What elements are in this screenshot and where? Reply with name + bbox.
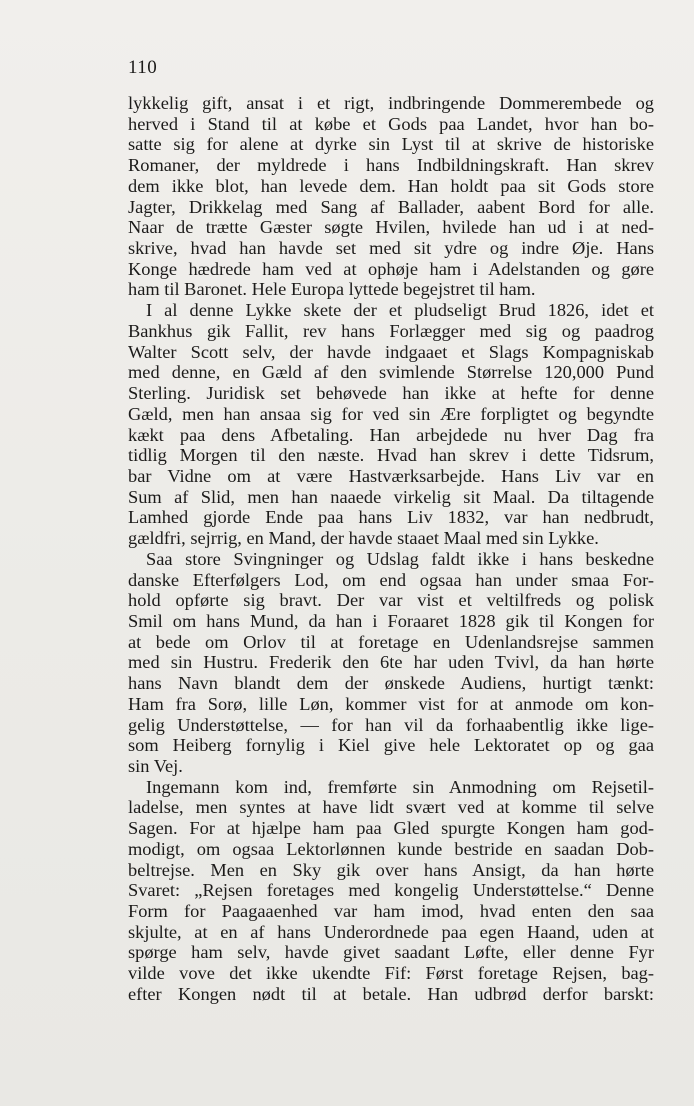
text-line: med sin Hustru. Frederik den 6te har uden Tvivl, da han hørte [128,652,654,673]
text-line: Lamhed gjorde Ende paa hans Liv 1832, var han nedbrudt, [128,507,654,528]
text-line: Ingemann kom ind, fremførte sin Anmodning om Rejsetil- [146,776,654,797]
text-line: Romaner, der myldrede i hans Indbildningskraft. Han skrev [128,155,654,176]
text-line: at bede om Orlov til at foretage en Udenlandsrejse sammen [128,631,654,652]
page-number: 110 [128,57,158,78]
text-line: Ham fra Sorø, lille Løn, kommer vist for at anmode om kon- [128,693,654,714]
text-line: dem ikke blot, han levede dem. Han holdt paa sit Gods store [128,175,654,196]
text-line: Naar de trætte Gæster søgte Hvilen, hvilede han ud i at ned- [128,217,654,238]
text-line: Form for Paagaaenhed var ham imod, hvad enten den saa [128,901,654,922]
text-line: satte sig for alene at dyrke sin Lyst til at skrive de historiske [128,134,654,155]
text-line: bar Vidne om at være Hastværksarbejde. Hans Liv var en [128,465,654,486]
text-line: vilde vove det ikke ukendte Fif: Først foretage Rejsen, bag- [128,963,654,984]
text-line: Sterling. Juridisk set behøvede han ikke at hefte for denne [128,383,654,404]
text-line: hold opførte sig bravt. Der var vist et veltilfreds og polisk [128,590,654,611]
text-line: Saa store Svingninger og Udslag faldt ikke i hans beskedne [146,548,654,569]
text-line: sin Vej. [128,756,183,776]
text-line: ham til Baronet. Hele Europa lyttede begejstret til ham. [128,279,536,300]
text-line: danske Efterfølgers Lod, om end ogsaa han under smaa For- [128,569,654,590]
text-line: herved i Stand til at købe et Gods paa Landet, hvor han bo- [128,113,654,134]
text-line: Sagen. For at hjælpe ham paa Gled spurgte Kongen ham god- [128,818,654,839]
text-line: efter Kongen nødt til at betale. Han udbrød derfor barskt: [128,983,654,1004]
text-line: Walter Scott selv, der havde indgaaet et Slags Kompagniskab [128,341,654,362]
text-line: Sum af Slid, men han naaede virkelig sit Maal. Da tiltagende [128,486,654,507]
text-line: spørge ham selv, havde givet saadant Løfte, eller denne Fyr [128,942,654,963]
text-line: med denne, en Gæld af den svimlende Størrelse 120,000 Pund [128,362,654,383]
body-text [128,93,654,1005]
text-line: beltrejse. Men en Sky gik over hans Ansigt, da han hørte [128,859,654,880]
text-line: gældfri, sejrrig, en Mand, der havde staaet Maal med sin Lykke. [128,528,599,549]
text-line: I al denne Lykke skete der et pludseligt Brud 1826, idet et [146,300,654,321]
text-line: tidlig Morgen til den næste. Hvad han skrev i dette Tidsrum, [128,445,654,466]
text-line: kækt paa dens Afbetaling. Han arbejdede nu hver Dag fra [128,424,654,445]
text-line: skjulte, at en af hans Underordnede paa egen Haand, uden at [128,921,654,942]
text-line: Jagter, Drikkelag med Sang af Ballader, aabent Bord for alle. [128,196,654,217]
text-line: lykkelig gift, ansat i et rigt, indbringende Dommerembede og [128,93,654,113]
text-line: modigt, om ogsaa Lektorlønnen kunde bestride en saadan Dob- [128,838,654,859]
text-line: som Heiberg fornylig i Kiel give hele Lektoratet op og gaa [128,735,654,756]
text-line: Svaret: „Rejsen foretages med kongelig Understøttelse.“ Denne [128,880,654,901]
text-line: skrive, hvad han havde set med sit ydre og indre Øje. Hans [128,238,654,259]
text-line: Gæld, men han ansaa sig for ved sin Ære forpligtet og begyndte [128,403,654,424]
text-line: Smil om hans Mund, da han i Foraaret 1828 gik til Kongen for [128,610,654,631]
text-line: hans Navn blandt dem der ønskede Audiens, hurtigt tænkt: [128,673,654,694]
text-line: gelig Understøttelse, — for han vil da forhaabentlig ikke lige- [128,714,654,735]
text-line: Bankhus gik Fallit, rev hans Forlægger med sig og paadrog [128,320,654,341]
text-line: Konge hædrede ham ved at ophøje ham i Adelstanden og gøre [128,258,654,279]
text-line: ladelse, men syntes at have lidt svært ved at komme til selve [128,797,654,818]
